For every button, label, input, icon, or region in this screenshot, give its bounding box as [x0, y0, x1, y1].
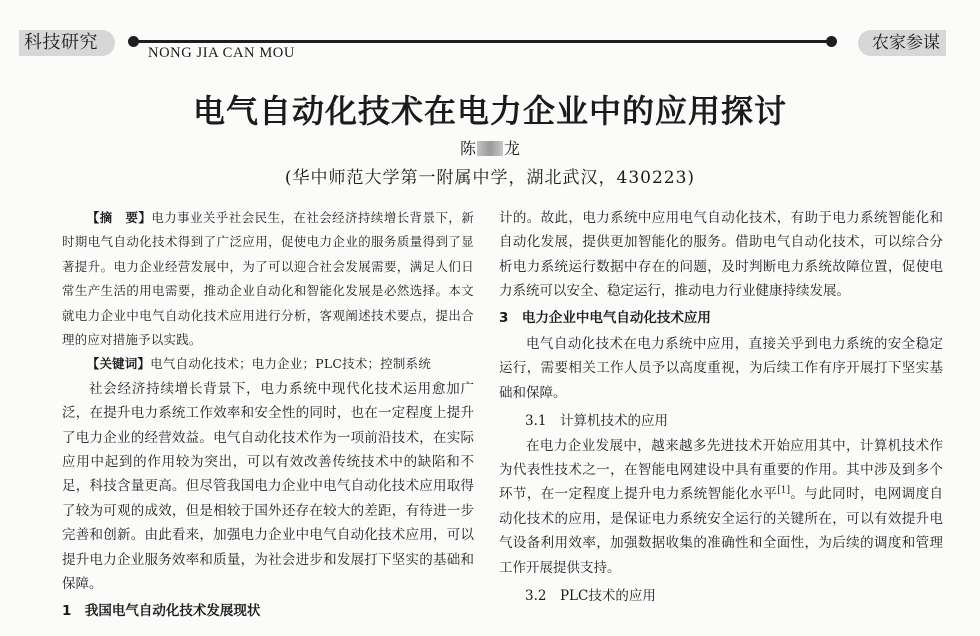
article-title: 电气自动化技术在电力企业中的应用探讨: [192, 92, 787, 130]
right-column: [499, 206, 943, 609]
journal-pinyin: NONG JIA CAN MOU: [148, 45, 295, 61]
subsection-3-1-heading: 3.1 计算机技术的应用: [525, 413, 668, 430]
continued-paragraph: 计的。故此，电力系统中应用电气自动化技术，有助于电力系统智能化和自动化发展，提供更加智能化的服务。借助电气自动化技术，可以综合分析电力系统运行数据中存在的问题，及时判断电力系统故障位置，促使电力系统可以安全、稳定运行，推动电力行业健康持续发展。: [499, 210, 943, 300]
section-3-heading: 3 电力企业中电气自动化技术应用: [499, 309, 711, 326]
intro-paragraph: 社会经济持续增长背景下，电力系统中现代化技术运用愈加广泛，在提升电力系统工作效率和安全性的同时，也在一定程度上提升了电力企业的经营效益。电气自动化技术作为一项前沿技术，在实际应用中起到的作用较为突出，可以有效改善传统技术中的缺陷和不足，科技含量更高。但尽管我国电力企业中电气自动化技术应用取得了较为可观的成效，但是相较于国外还存在较大的差距，有待进一步完善和创新。由此看来，加强电力企业中电气自动化技术应用，可以提升电力企业服务效率和质量，为社会进步和发展打下坚实的基础和保障。: [62, 380, 474, 593]
keywords-label: 【关键词】: [86, 356, 151, 372]
abstract-text: 电力事业关乎社会民生，在社会经济持续增长背景下，新时期电气自动化技术得到了广泛应用，促使电力企业的服务质量得到了显著提升。电力企业经营发展中，为了可以迎合社会发展需要，满足人们日常生产生活的用电需要，推动企业自动化和智能化发展是必然选择。本文就电力企业中电气自动化技术应用进行分析，客观阐述技术要点，提出合理的应对措施予以实践。: [62, 210, 475, 348]
article-author: [0, 136, 980, 159]
keywords: [62, 352, 474, 376]
sub31-text-a: 在电力企业发展中，越来越多先进技术开始应用其中，计算机技术作为代表性技术之一，在智能电网建设中具有重要的作用。其中涉及到多个环节，在一定程度上提升电力系统智能化水平: [499, 437, 943, 503]
header-rule: [130, 40, 832, 43]
citation-ref: [1]: [777, 485, 790, 496]
author-given: 陈: [459, 139, 476, 158]
abstract: [62, 206, 474, 352]
page-header: [0, 0, 980, 70]
section-3-paragraph: 电气自动化技术在电力系统中应用，直接关乎到电力系统的安全稳定运行，需要相关工作人员予以高度重视，为后续工作有序开展打下坚实基础和保障。: [499, 336, 943, 401]
sub31-text-b: 。与此同时，电网调度自动化技术的应用，是保证电力系统安全运行的关键所在，可以有效提升电气设备利用效率，加强数据收集的准确性和全面性，为后续的调度和管理工作开展提供支持。: [499, 486, 944, 576]
subsection-3-2-heading: 3.2 PLC技术的应用: [525, 588, 656, 605]
author-family: 龙: [504, 139, 521, 158]
journal-tag: 农家参谋: [858, 30, 946, 56]
rule-left-dot: [128, 36, 139, 47]
left-column: [62, 206, 474, 625]
subsection-3-1-paragraph: [499, 434, 943, 580]
rule-right-dot: [826, 36, 837, 47]
redacted-name: [477, 141, 503, 156]
section-1-heading: 1 我国电气自动化技术发展现状: [62, 602, 261, 619]
keywords-text: 电气自动化技术；电力企业；PLC技术；控制系统: [150, 356, 432, 372]
abstract-label: 【摘 要】: [86, 210, 152, 225]
section-tag: 科技研究: [19, 30, 115, 56]
author-affiliation: (华中师范大学第一附属中学，湖北武汉，430223): [284, 168, 696, 188]
